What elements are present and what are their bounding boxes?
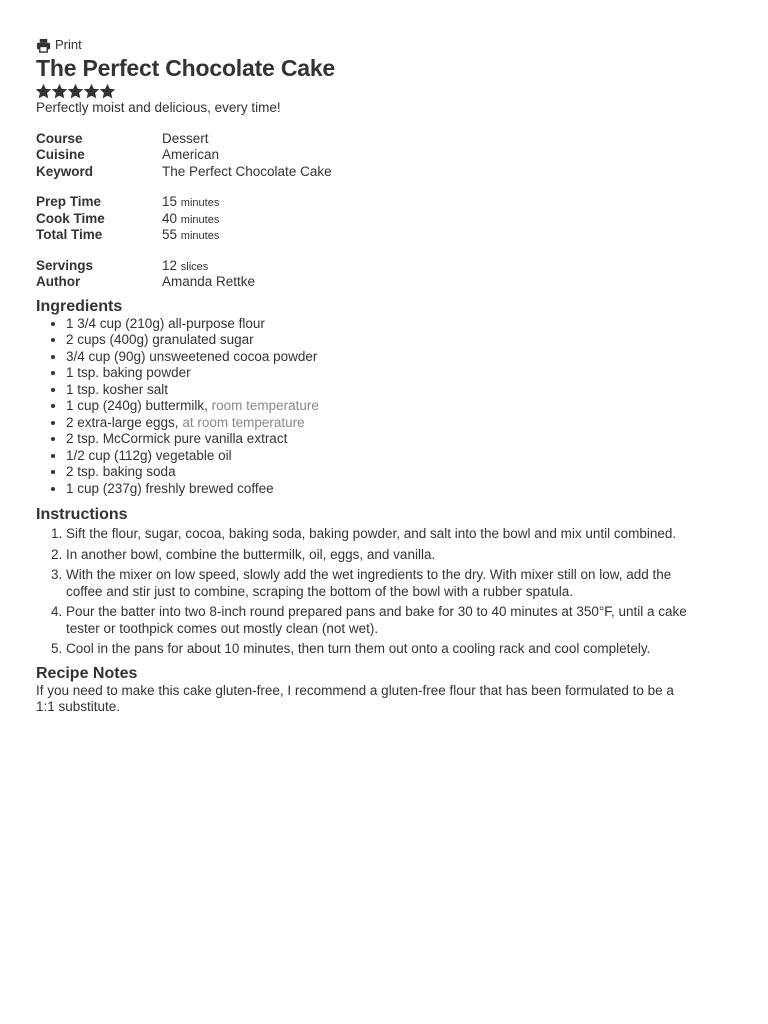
ingredient-item: [66, 382, 732, 399]
ingredient-text: 1 tsp. kosher salt: [66, 381, 169, 397]
ingredient-item: [66, 481, 732, 498]
time-value: 55: [162, 227, 178, 242]
meta-label: Prep Time: [36, 194, 102, 209]
meta-value: [162, 227, 219, 244]
meta-label: Course: [36, 130, 83, 146]
ingredient-item: [66, 349, 732, 366]
ingredient-text: 1/2 cup (112g) vegetable oil: [66, 447, 232, 463]
ingredient-item: [66, 448, 732, 465]
meta-cuisine: [36, 147, 732, 164]
ingredient-text: 1 cup (240g) buttermilk,: [66, 398, 208, 413]
ingredient-text: 2 cups (400g) granulated sugar: [66, 332, 254, 347]
ingredients-list: [36, 316, 732, 498]
ingredient-note: at room temperature: [182, 414, 305, 430]
meta-label: Cook Time: [36, 210, 105, 226]
time-unit: minutes: [180, 230, 220, 242]
meta-value: American: [162, 147, 220, 162]
recipe-notes-heading: Recipe Notes: [36, 664, 138, 682]
star-icon: [68, 84, 83, 100]
time-value: 15: [162, 194, 178, 209]
ingredient-text: 2 tsp. McCormick pure vanilla extract: [66, 431, 288, 446]
star-icon: [100, 84, 115, 100]
recipe-title: The Perfect Chocolate Cake: [36, 55, 336, 81]
print-link[interactable]: [36, 36, 732, 54]
meta-prep-time: [36, 194, 732, 211]
servings-unit: slices: [180, 260, 209, 273]
meta-course: [36, 131, 732, 148]
meta-group-tags: [36, 131, 732, 181]
meta-author: [36, 274, 732, 291]
recipe-notes-text: If you need to make this cake gluten-free, I recommend a gluten-free flour that has been formulated to be a 1:1 substitute.: [36, 682, 674, 714]
print-label[interactable]: Print: [55, 36, 82, 52]
meta-total-time: [36, 227, 732, 244]
meta-value: The Perfect Chocolate Cake: [162, 163, 332, 179]
ingredient-item: [66, 415, 732, 432]
recipe-summary: Perfectly moist and delicious, every time!: [36, 100, 281, 115]
meta-value: Dessert: [162, 130, 209, 146]
meta-value: Amanda Rettke: [162, 274, 256, 289]
meta-group-servings: [36, 258, 732, 291]
instruction-step: 5. Cool in the pans for about 10 minutes, then turn them out onto a cooling rack and cool completely.: [66, 641, 732, 658]
instruction-step: 1. Sift the flour, sugar, cocoa, baking soda, baking powder, and salt into the bowl and mix until combined.: [66, 526, 732, 543]
meta-label: Total Time: [36, 227, 103, 242]
ingredient-item: [66, 398, 732, 415]
time-unit: minutes: [180, 213, 220, 226]
meta-cook-time: [36, 211, 732, 228]
ingredient-text: 1 tsp. baking powder: [66, 365, 191, 380]
servings-value: 12: [162, 257, 178, 273]
star-icon: [52, 84, 67, 100]
ingredient-item: [66, 316, 732, 333]
ingredient-text: 1 3/4 cup (210g) all-purpose flour: [66, 315, 265, 331]
ingredient-note: room temperature: [211, 398, 319, 413]
instruction-step: 2. In another bowl, combine the buttermilk, oil, eggs, and vanilla.: [66, 547, 732, 564]
ingredient-text: 1 cup (237g) freshly brewed coffee: [66, 480, 274, 496]
ingredient-item: [66, 431, 732, 448]
ingredient-item: [66, 464, 732, 481]
time-unit: minutes: [180, 197, 220, 209]
instructions-list: [36, 526, 732, 658]
star-icon: [84, 84, 99, 100]
star-icon: [36, 84, 51, 100]
instruction-step: 3. With the mixer on low speed, slowly add the wet ingredients to the dry. With mixer still on low, add the coffee and stir just to combine, scraping the bottom of the bowl with a rubber spatula.: [66, 567, 732, 600]
meta-group-times: [36, 194, 732, 244]
recipe-meta: [36, 131, 732, 291]
star-rating: [36, 84, 732, 100]
meta-keyword: [36, 164, 732, 181]
printer-icon: [36, 38, 51, 53]
meta-servings: [36, 258, 732, 275]
instruction-step: 4. Pour the batter into two 8-inch round prepared pans and bake for 30 to 40 minutes at 350°F, until a cake tester or toothpick comes out mostly clean (not wet).: [66, 604, 732, 637]
meta-value: [162, 211, 219, 228]
ingredient-item: [66, 365, 732, 382]
meta-label: Keyword: [36, 163, 94, 179]
meta-value: [162, 194, 219, 211]
ingredient-item: [66, 332, 732, 349]
ingredients-heading: Ingredients: [36, 297, 123, 315]
ingredient-text: 3/4 cup (90g) unsweetened cocoa powder: [66, 348, 318, 364]
meta-label: Servings: [36, 257, 94, 273]
meta-label: Cuisine: [36, 147, 85, 162]
ingredient-text: 2 extra-large eggs,: [66, 414, 179, 430]
meta-label: Author: [36, 274, 81, 289]
time-value: 40: [162, 210, 178, 226]
meta-value: [162, 258, 208, 275]
instructions-heading: Instructions: [36, 506, 128, 523]
ingredient-text: 2 tsp. baking soda: [66, 464, 176, 479]
